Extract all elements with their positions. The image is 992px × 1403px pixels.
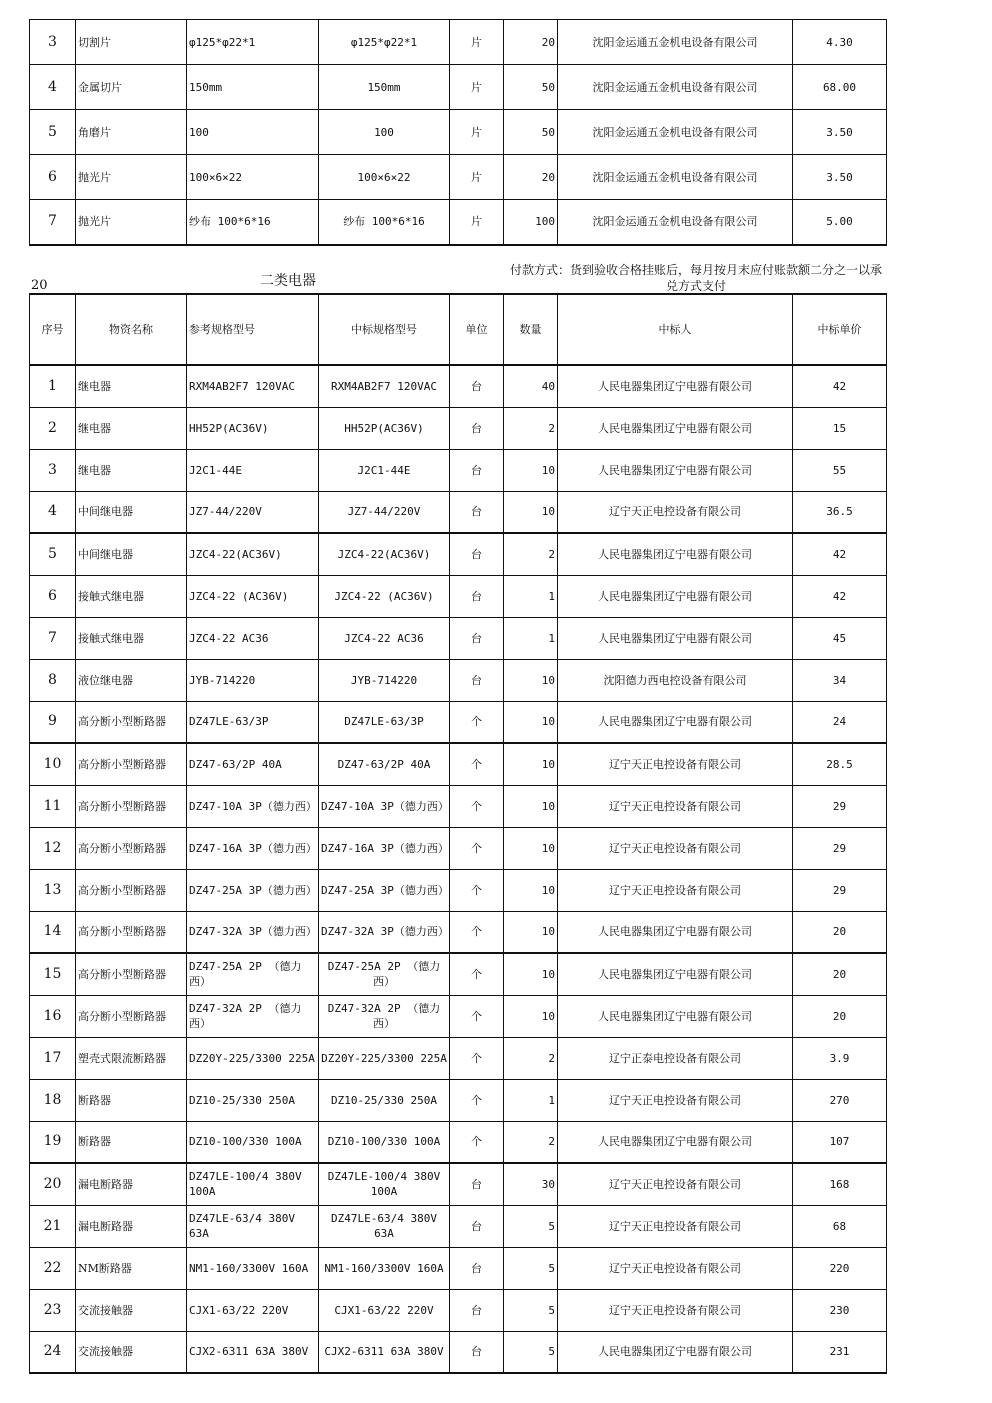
table-row xyxy=(30,1079,887,1121)
cell-unit: 台 xyxy=(450,365,504,407)
cell-ref-spec: DZ47-63/2P 40A xyxy=(187,743,319,785)
table-row xyxy=(30,953,887,995)
cell-vendor: 人民电器集团辽宁电器有限公司 xyxy=(558,617,793,659)
table-row xyxy=(30,1037,887,1079)
cell-unit: 片 xyxy=(450,200,504,245)
table-row xyxy=(30,155,887,200)
cell-bid-spec: 100 xyxy=(319,110,450,155)
cell-vendor: 辽宁天正电控设备有限公司 xyxy=(558,1289,793,1331)
cell-qty: 10 xyxy=(504,659,558,701)
cell-ref-spec: DZ47LE-100/4 380V 100A xyxy=(187,1163,319,1205)
cell-vendor: 辽宁天正电控设备有限公司 xyxy=(558,1163,793,1205)
cell-qty: 10 xyxy=(504,701,558,743)
cell-unit: 台 xyxy=(450,449,504,491)
cell-ref-spec: JZC4-22 (AC36V) xyxy=(187,575,319,617)
payment-terms: 付款方式：货到验收合格挂账后，每月按月末应付账款额二分之一以承兑方式支付 xyxy=(510,263,883,293)
cell-qty: 2 xyxy=(504,533,558,575)
cell-no: 20 xyxy=(30,1163,76,1205)
cell-bid-spec: DZ47-16A 3P（德力西） xyxy=(319,827,450,869)
table-row xyxy=(30,995,887,1037)
cell-name: 切割片 xyxy=(76,20,187,65)
cell-qty: 10 xyxy=(504,953,558,995)
cell-no: 15 xyxy=(30,953,76,995)
cell-price: 20 xyxy=(793,911,887,953)
cell-ref-spec: DZ10-25/330 250A xyxy=(187,1079,319,1121)
cell-name: 中间继电器 xyxy=(76,533,187,575)
cell-name: 抛光片 xyxy=(76,200,187,245)
cell-bid-spec: J2C1-44E xyxy=(319,449,450,491)
cell-ref-spec: JYB-714220 xyxy=(187,659,319,701)
cell-price: 4.30 xyxy=(793,20,887,65)
cell-vendor: 人民电器集团辽宁电器有限公司 xyxy=(558,365,793,407)
cell-price: 107 xyxy=(793,1121,887,1163)
cell-unit: 台 xyxy=(450,407,504,449)
cell-unit: 个 xyxy=(450,1037,504,1079)
section-title: 二类电器 xyxy=(260,273,316,289)
cell-qty: 40 xyxy=(504,365,558,407)
cell-no: 1 xyxy=(30,365,76,407)
cell-vendor: 人民电器集团辽宁电器有限公司 xyxy=(558,407,793,449)
table-row xyxy=(30,1163,887,1205)
table-row xyxy=(30,110,887,155)
table-row xyxy=(30,827,887,869)
cell-bid-spec: JYB-714220 xyxy=(319,659,450,701)
cell-qty: 10 xyxy=(504,869,558,911)
header-vendor: 中标人 xyxy=(558,294,793,365)
cell-unit: 个 xyxy=(450,785,504,827)
cell-qty: 20 xyxy=(504,155,558,200)
cell-name: 高分断小型断路器 xyxy=(76,743,187,785)
cell-name: 继电器 xyxy=(76,449,187,491)
cell-name: 接触式继电器 xyxy=(76,575,187,617)
cell-bid-spec: JZC4-22(AC36V) xyxy=(319,533,450,575)
cell-no: 16 xyxy=(30,995,76,1037)
cell-bid-spec: DZ47-32A 3P（德力西） xyxy=(319,911,450,953)
cell-qty: 10 xyxy=(504,995,558,1037)
cell-bid-spec: JZC4-22 (AC36V) xyxy=(319,575,450,617)
cell-qty: 5 xyxy=(504,1331,558,1373)
cell-name: 漏电断路器 xyxy=(76,1163,187,1205)
cell-qty: 50 xyxy=(504,65,558,110)
header-no: 序号 xyxy=(30,294,76,365)
cell-unit: 个 xyxy=(450,1079,504,1121)
cell-name: 高分断小型断路器 xyxy=(76,827,187,869)
cell-vendor: 人民电器集团辽宁电器有限公司 xyxy=(558,449,793,491)
cell-ref-spec: DZ47-25A 3P（德力西） xyxy=(187,869,319,911)
cell-no: 17 xyxy=(30,1037,76,1079)
cell-no: 21 xyxy=(30,1205,76,1247)
cell-unit: 个 xyxy=(450,743,504,785)
table-row xyxy=(30,575,887,617)
cell-bid-spec: φ125*φ22*1 xyxy=(319,20,450,65)
cell-name: 中间继电器 xyxy=(76,491,187,533)
cell-price: 20 xyxy=(793,953,887,995)
cell-no: 7 xyxy=(30,617,76,659)
cell-price: 220 xyxy=(793,1247,887,1289)
cell-vendor: 人民电器集团辽宁电器有限公司 xyxy=(558,1121,793,1163)
cell-ref-spec: DZ10-100/330 100A xyxy=(187,1121,319,1163)
cell-bid-spec: DZ47-25A 3P（德力西） xyxy=(319,869,450,911)
cell-no: 24 xyxy=(30,1331,76,1373)
cell-ref-spec: NM1-160/3300V 160A xyxy=(187,1247,319,1289)
cell-vendor: 辽宁天正电控设备有限公司 xyxy=(558,827,793,869)
cell-vendor: 辽宁天正电控设备有限公司 xyxy=(558,743,793,785)
cell-bid-spec: DZ47-32A 2P （德力西） xyxy=(319,995,450,1037)
cell-ref-spec: 100 xyxy=(187,110,319,155)
cell-unit: 个 xyxy=(450,1121,504,1163)
cell-unit: 台 xyxy=(450,1205,504,1247)
cell-vendor: 沈阳金运通五金机电设备有限公司 xyxy=(558,110,793,155)
cell-price: 15 xyxy=(793,407,887,449)
cell-qty: 5 xyxy=(504,1247,558,1289)
cell-bid-spec: 纱布 100*6*16 xyxy=(319,200,450,245)
cell-unit: 个 xyxy=(450,995,504,1037)
cell-qty: 50 xyxy=(504,110,558,155)
cell-vendor: 沈阳金运通五金机电设备有限公司 xyxy=(558,200,793,245)
cell-bid-spec: JZ7-44/220V xyxy=(319,491,450,533)
cell-no: 13 xyxy=(30,869,76,911)
header-unit: 单位 xyxy=(450,294,504,365)
cell-vendor: 辽宁天正电控设备有限公司 xyxy=(558,491,793,533)
cell-ref-spec: CJX2-6311 63A 380V xyxy=(187,1331,319,1373)
cell-no: 11 xyxy=(30,785,76,827)
cell-qty: 2 xyxy=(504,1037,558,1079)
header-name: 物资名称 xyxy=(76,294,187,365)
table-row xyxy=(30,1247,887,1289)
table-row xyxy=(30,1331,887,1373)
cell-qty: 100 xyxy=(504,200,558,245)
cell-bid-spec: DZ47LE-63/3P xyxy=(319,701,450,743)
table-row xyxy=(30,659,887,701)
cell-ref-spec: DZ47-32A 3P（德力西） xyxy=(187,911,319,953)
cell-price: 5.00 xyxy=(793,200,887,245)
table-row xyxy=(30,449,887,491)
cell-name: 断路器 xyxy=(76,1121,187,1163)
cell-price: 20 xyxy=(793,995,887,1037)
cell-qty: 1 xyxy=(504,575,558,617)
cell-price: 42 xyxy=(793,365,887,407)
cell-vendor: 沈阳金运通五金机电设备有限公司 xyxy=(558,65,793,110)
table-row xyxy=(30,200,887,245)
cell-unit: 台 xyxy=(450,491,504,533)
cell-price: 29 xyxy=(793,827,887,869)
table-row xyxy=(30,701,887,743)
cell-vendor: 辽宁天正电控设备有限公司 xyxy=(558,785,793,827)
cell-vendor: 沈阳金运通五金机电设备有限公司 xyxy=(558,155,793,200)
cell-name: 继电器 xyxy=(76,407,187,449)
header-price: 中标单价 xyxy=(793,294,887,365)
cell-unit: 片 xyxy=(450,110,504,155)
cell-no: 14 xyxy=(30,911,76,953)
cell-qty: 5 xyxy=(504,1205,558,1247)
cell-price: 42 xyxy=(793,575,887,617)
cell-price: 29 xyxy=(793,785,887,827)
cell-ref-spec: 纱布 100*6*16 xyxy=(187,200,319,245)
cell-name: 抛光片 xyxy=(76,155,187,200)
cell-name: 高分断小型断路器 xyxy=(76,785,187,827)
cell-bid-spec: DZ47LE-100/4 380V 100A xyxy=(319,1163,450,1205)
cell-name: 交流接触器 xyxy=(76,1331,187,1373)
cell-no: 19 xyxy=(30,1121,76,1163)
cell-vendor: 沈阳德力西电控设备有限公司 xyxy=(558,659,793,701)
cell-ref-spec: DZ47-16A 3P（德力西） xyxy=(187,827,319,869)
cell-qty: 10 xyxy=(504,911,558,953)
table-row xyxy=(30,365,887,407)
header-ref-spec: 参考规格型号 xyxy=(187,294,319,365)
cell-price: 270 xyxy=(793,1079,887,1121)
cell-no: 5 xyxy=(30,110,76,155)
cell-no: 3 xyxy=(30,449,76,491)
cell-ref-spec: 150mm xyxy=(187,65,319,110)
cell-ref-spec: DZ20Y-225/3300 225A xyxy=(187,1037,319,1079)
header-qty: 数量 xyxy=(504,294,558,365)
cell-price: 34 xyxy=(793,659,887,701)
cell-price: 29 xyxy=(793,869,887,911)
cell-no: 4 xyxy=(30,491,76,533)
cell-vendor: 人民电器集团辽宁电器有限公司 xyxy=(558,1331,793,1373)
cell-ref-spec: CJX1-63/22 220V xyxy=(187,1289,319,1331)
cell-qty: 30 xyxy=(504,1163,558,1205)
cell-bid-spec: NM1-160/3300V 160A xyxy=(319,1247,450,1289)
cell-vendor: 辽宁天正电控设备有限公司 xyxy=(558,869,793,911)
cell-bid-spec: DZ47LE-63/4 380V 63A xyxy=(319,1205,450,1247)
cell-unit: 台 xyxy=(450,617,504,659)
cell-price: 55 xyxy=(793,449,887,491)
cell-bid-spec: DZ10-100/330 100A xyxy=(319,1121,450,1163)
cell-no: 5 xyxy=(30,533,76,575)
cell-name: NM断路器 xyxy=(76,1247,187,1289)
cell-bid-spec: DZ47-63/2P 40A xyxy=(319,743,450,785)
cell-bid-spec: DZ47-25A 2P （德力西） xyxy=(319,953,450,995)
table-row xyxy=(30,1121,887,1163)
cell-unit: 个 xyxy=(450,911,504,953)
cell-vendor: 人民电器集团辽宁电器有限公司 xyxy=(558,533,793,575)
cell-vendor: 人民电器集团辽宁电器有限公司 xyxy=(558,701,793,743)
cell-ref-spec: DZ47-25A 2P （德力西） xyxy=(187,953,319,995)
cell-no: 23 xyxy=(30,1289,76,1331)
cell-bid-spec: JZC4-22 AC36 xyxy=(319,617,450,659)
cell-name: 漏电断路器 xyxy=(76,1205,187,1247)
cell-ref-spec: J2C1-44E xyxy=(187,449,319,491)
cell-bid-spec: 100×6×22 xyxy=(319,155,450,200)
cell-price: 68 xyxy=(793,1205,887,1247)
cell-ref-spec: DZ47-32A 2P （德力西） xyxy=(187,995,319,1037)
cell-unit: 个 xyxy=(450,869,504,911)
table-row xyxy=(30,869,887,911)
cell-ref-spec: φ125*φ22*1 xyxy=(187,20,319,65)
cell-vendor: 人民电器集团辽宁电器有限公司 xyxy=(558,953,793,995)
cell-vendor: 辽宁天正电控设备有限公司 xyxy=(558,1079,793,1121)
cell-qty: 2 xyxy=(504,407,558,449)
cell-price: 68.00 xyxy=(793,65,887,110)
cell-ref-spec: RXM4AB2F7 120VAC xyxy=(187,365,319,407)
cell-qty: 1 xyxy=(504,1079,558,1121)
cell-no: 2 xyxy=(30,407,76,449)
cell-vendor: 人民电器集团辽宁电器有限公司 xyxy=(558,995,793,1037)
cell-vendor: 人民电器集团辽宁电器有限公司 xyxy=(558,575,793,617)
cell-name: 高分断小型断路器 xyxy=(76,701,187,743)
table-row xyxy=(30,533,887,575)
cell-qty: 10 xyxy=(504,491,558,533)
table-row xyxy=(30,785,887,827)
table-row xyxy=(30,65,887,110)
cell-ref-spec: DZ47-10A 3P（德力西） xyxy=(187,785,319,827)
cell-name: 液位继电器 xyxy=(76,659,187,701)
cell-name: 接触式继电器 xyxy=(76,617,187,659)
cell-unit: 台 xyxy=(450,1163,504,1205)
cell-bid-spec: HH52P(AC36V) xyxy=(319,407,450,449)
cell-ref-spec: JZC4-22(AC36V) xyxy=(187,533,319,575)
cell-name: 断路器 xyxy=(76,1079,187,1121)
cell-name: 角磨片 xyxy=(76,110,187,155)
cell-bid-spec: CJX1-63/22 220V xyxy=(319,1289,450,1331)
section-number: 20 xyxy=(31,278,48,293)
cell-unit: 个 xyxy=(450,701,504,743)
cell-unit: 台 xyxy=(450,1289,504,1331)
cell-qty: 20 xyxy=(504,20,558,65)
cell-unit: 台 xyxy=(450,575,504,617)
cell-price: 3.50 xyxy=(793,110,887,155)
cell-unit: 片 xyxy=(450,155,504,200)
cell-ref-spec: JZC4-22 AC36 xyxy=(187,617,319,659)
cell-ref-spec: HH52P(AC36V) xyxy=(187,407,319,449)
cell-name: 继电器 xyxy=(76,365,187,407)
table-row xyxy=(30,743,887,785)
cell-unit: 台 xyxy=(450,533,504,575)
cell-vendor: 辽宁天正电控设备有限公司 xyxy=(558,1205,793,1247)
cell-unit: 台 xyxy=(450,659,504,701)
cell-price: 3.50 xyxy=(793,155,887,200)
table-header-row xyxy=(30,294,887,365)
cell-bid-spec: RXM4AB2F7 120VAC xyxy=(319,365,450,407)
cell-name: 高分断小型断路器 xyxy=(76,953,187,995)
cell-price: 3.9 xyxy=(793,1037,887,1079)
cell-unit: 片 xyxy=(450,65,504,110)
cell-no: 22 xyxy=(30,1247,76,1289)
cell-qty: 2 xyxy=(504,1121,558,1163)
table-row xyxy=(30,911,887,953)
cell-price: 231 xyxy=(793,1331,887,1373)
table-row xyxy=(30,491,887,533)
cell-qty: 10 xyxy=(504,785,558,827)
cell-no: 18 xyxy=(30,1079,76,1121)
table-row xyxy=(30,20,887,65)
cell-bid-spec: DZ20Y-225/3300 225A xyxy=(319,1037,450,1079)
cell-name: 金属切片 xyxy=(76,65,187,110)
cell-ref-spec: JZ7-44/220V xyxy=(187,491,319,533)
cell-price: 42 xyxy=(793,533,887,575)
cell-vendor: 人民电器集团辽宁电器有限公司 xyxy=(558,911,793,953)
cell-qty: 1 xyxy=(504,617,558,659)
cell-name: 交流接触器 xyxy=(76,1289,187,1331)
table-row xyxy=(30,1289,887,1331)
cell-bid-spec: 150mm xyxy=(319,65,450,110)
cell-price: 24 xyxy=(793,701,887,743)
header-bid-spec: 中标规格型号 xyxy=(319,294,450,365)
cell-name: 高分断小型断路器 xyxy=(76,911,187,953)
cell-price: 45 xyxy=(793,617,887,659)
cell-vendor: 沈阳金运通五金机电设备有限公司 xyxy=(558,20,793,65)
cell-qty: 10 xyxy=(504,449,558,491)
cell-qty: 5 xyxy=(504,1289,558,1331)
cell-unit: 个 xyxy=(450,953,504,995)
cell-unit: 片 xyxy=(450,20,504,65)
cell-vendor: 辽宁天正电控设备有限公司 xyxy=(558,1247,793,1289)
cell-no: 6 xyxy=(30,575,76,617)
cell-qty: 10 xyxy=(504,743,558,785)
material-table-part2 xyxy=(29,293,887,1374)
cell-price: 168 xyxy=(793,1163,887,1205)
cell-no: 4 xyxy=(30,65,76,110)
cell-unit: 台 xyxy=(450,1247,504,1289)
cell-unit: 台 xyxy=(450,1331,504,1373)
cell-no: 10 xyxy=(30,743,76,785)
cell-bid-spec: DZ10-25/330 250A xyxy=(319,1079,450,1121)
cell-name: 高分断小型断路器 xyxy=(76,869,187,911)
cell-no: 6 xyxy=(30,155,76,200)
cell-ref-spec: DZ47LE-63/4 380V 63A xyxy=(187,1205,319,1247)
cell-no: 8 xyxy=(30,659,76,701)
material-table-part1 xyxy=(29,19,887,246)
cell-no: 12 xyxy=(30,827,76,869)
cell-ref-spec: DZ47LE-63/3P xyxy=(187,701,319,743)
cell-name: 高分断小型断路器 xyxy=(76,995,187,1037)
table-row xyxy=(30,1205,887,1247)
cell-ref-spec: 100×6×22 xyxy=(187,155,319,200)
cell-vendor: 辽宁正泰电控设备有限公司 xyxy=(558,1037,793,1079)
cell-price: 230 xyxy=(793,1289,887,1331)
table-row xyxy=(30,407,887,449)
cell-qty: 10 xyxy=(504,827,558,869)
cell-price: 28.5 xyxy=(793,743,887,785)
cell-unit: 个 xyxy=(450,827,504,869)
cell-bid-spec: CJX2-6311 63A 380V xyxy=(319,1331,450,1373)
cell-no: 3 xyxy=(30,20,76,65)
table-row xyxy=(30,617,887,659)
cell-bid-spec: DZ47-10A 3P（德力西） xyxy=(319,785,450,827)
cell-price: 36.5 xyxy=(793,491,887,533)
cell-name: 塑壳式限流断路器 xyxy=(76,1037,187,1079)
cell-no: 7 xyxy=(30,200,76,245)
cell-no: 9 xyxy=(30,701,76,743)
